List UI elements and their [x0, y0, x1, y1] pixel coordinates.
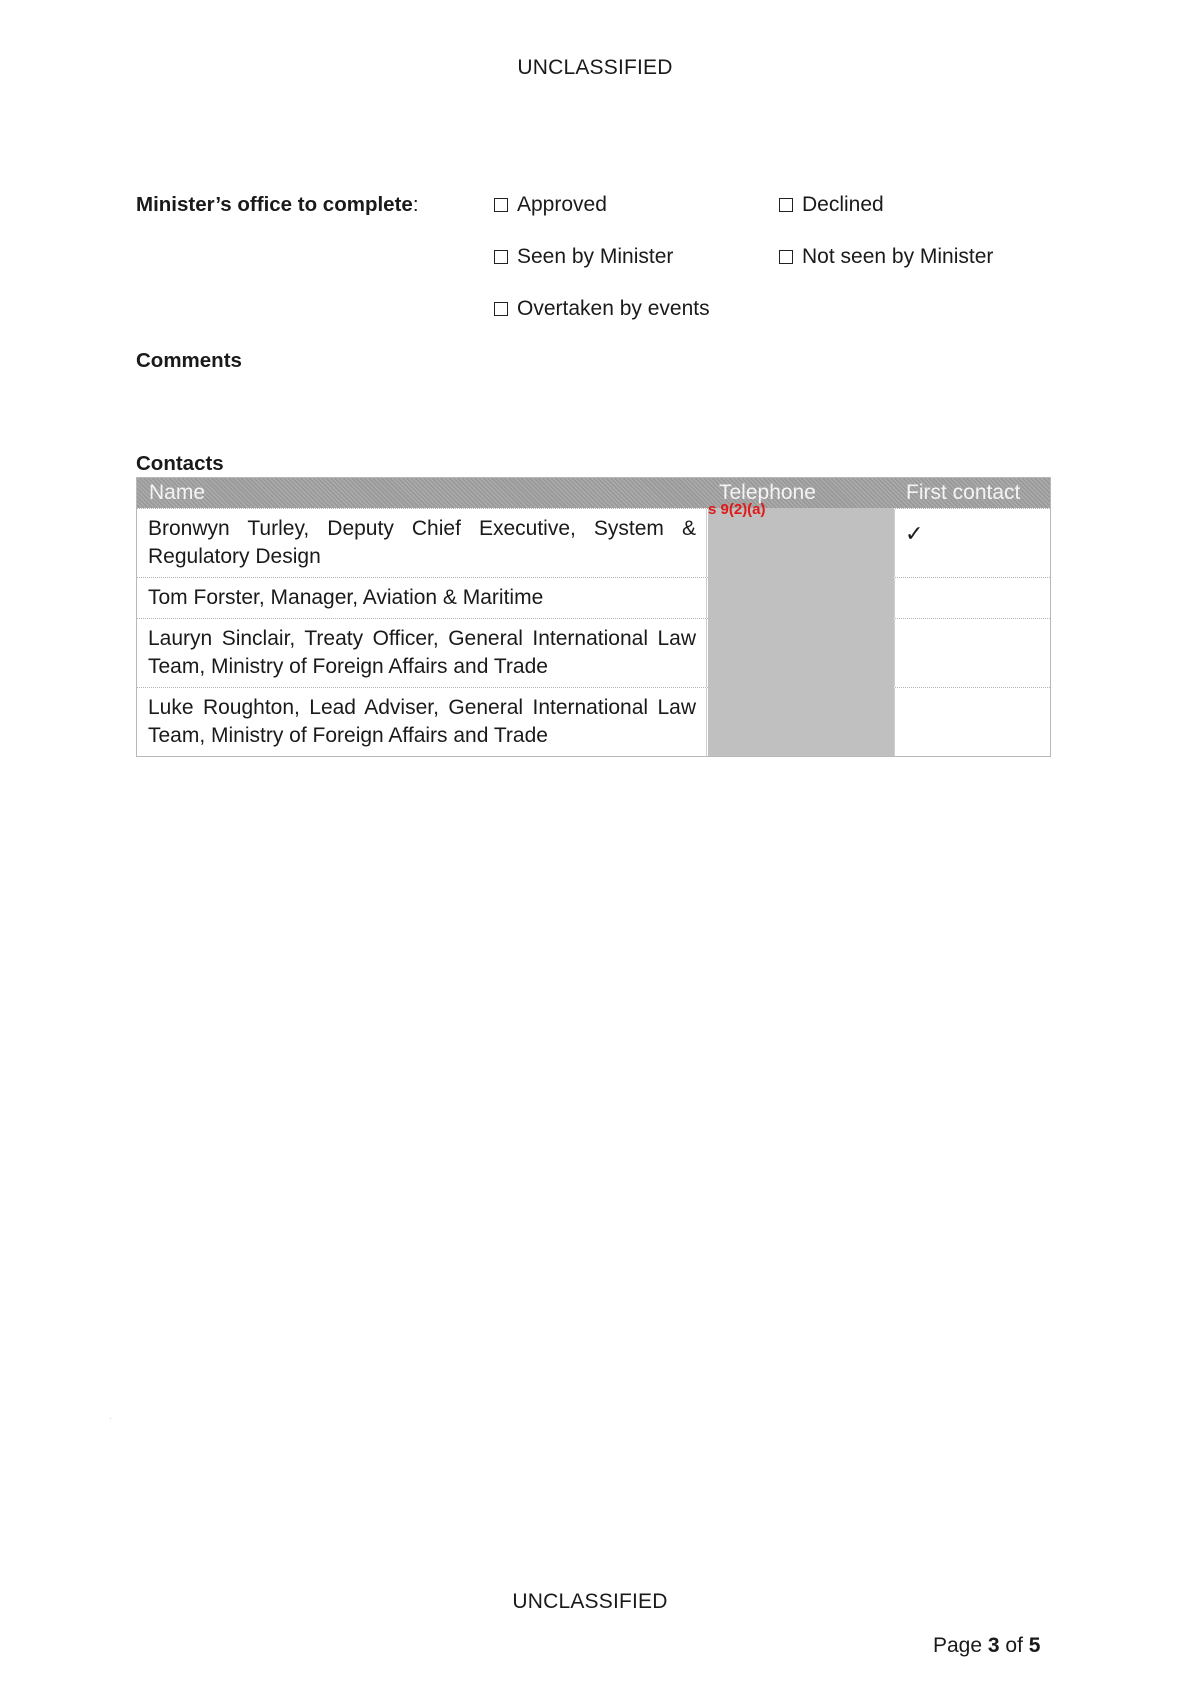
table-row	[137, 508, 1050, 577]
option-seen-by-minister[interactable]	[494, 245, 673, 269]
contact-name: Luke Roughton, Lead Adviser, General International Law Team, Ministry of Foreign Affairs and Trade	[137, 688, 707, 756]
ministers-office-label-text: Minister’s office to complete	[136, 193, 413, 216]
contact-first-contact	[894, 578, 1050, 618]
header-name: Name	[149, 481, 206, 504]
contact-name: Bronwyn Turley, Deputy Chief Executive, System & Regulatory Design	[137, 509, 707, 577]
page-current: 3	[987, 1634, 1000, 1657]
comments-label: Comments	[136, 349, 242, 372]
not-seen-label: Not seen by Minister	[802, 245, 994, 268]
overtaken-label: Overtaken by events	[517, 297, 710, 320]
option-approved[interactable]	[494, 193, 607, 217]
contact-name: Lauryn Sinclair, Treaty Officer, General International Law Team, Ministry of Foreign Affairs and Trade	[137, 619, 707, 687]
not-seen-checkbox[interactable]	[779, 250, 793, 264]
overtaken-checkbox[interactable]	[494, 302, 508, 316]
contacts-label: Contacts	[136, 452, 224, 475]
header-telephone: Telephone	[719, 481, 816, 504]
page-number	[933, 1634, 1040, 1658]
classification-footer: UNCLASSIFIED	[512, 1590, 668, 1613]
declined-checkbox[interactable]	[779, 198, 793, 212]
redaction-code: s 9(2)(a)	[708, 501, 766, 518]
table-header	[137, 478, 1050, 508]
approved-checkbox[interactable]	[494, 198, 508, 212]
scan-speck	[110, 1418, 111, 1419]
ministers-office-label-colon: :	[412, 193, 419, 216]
classification-header: UNCLASSIFIED	[517, 56, 673, 79]
contact-first-contact	[894, 688, 1050, 756]
table-row	[137, 618, 1050, 687]
option-declined[interactable]	[779, 193, 884, 217]
contact-first-contact	[894, 619, 1050, 687]
seen-label: Seen by Minister	[517, 245, 674, 268]
redaction-block	[708, 508, 894, 756]
header-first-contact: First contact	[906, 481, 1021, 504]
declined-label: Declined	[802, 193, 884, 216]
page-prefix: Page	[933, 1634, 983, 1657]
table-row	[137, 577, 1050, 618]
contacts-table	[136, 477, 1051, 757]
table-row	[137, 687, 1050, 756]
option-not-seen-by-minister[interactable]	[779, 245, 993, 269]
contact-name: Tom Forster, Manager, Aviation & Maritime	[137, 578, 707, 618]
seen-checkbox[interactable]	[494, 250, 508, 264]
page-total: 5	[1028, 1634, 1041, 1657]
option-overtaken-by-events[interactable]	[494, 297, 710, 321]
approved-label: Approved	[517, 193, 607, 216]
contact-first-contact: ✓	[894, 509, 1050, 577]
ministers-office-label	[136, 193, 419, 217]
table-body	[137, 501, 1050, 756]
page-sep: of	[1005, 1634, 1023, 1657]
